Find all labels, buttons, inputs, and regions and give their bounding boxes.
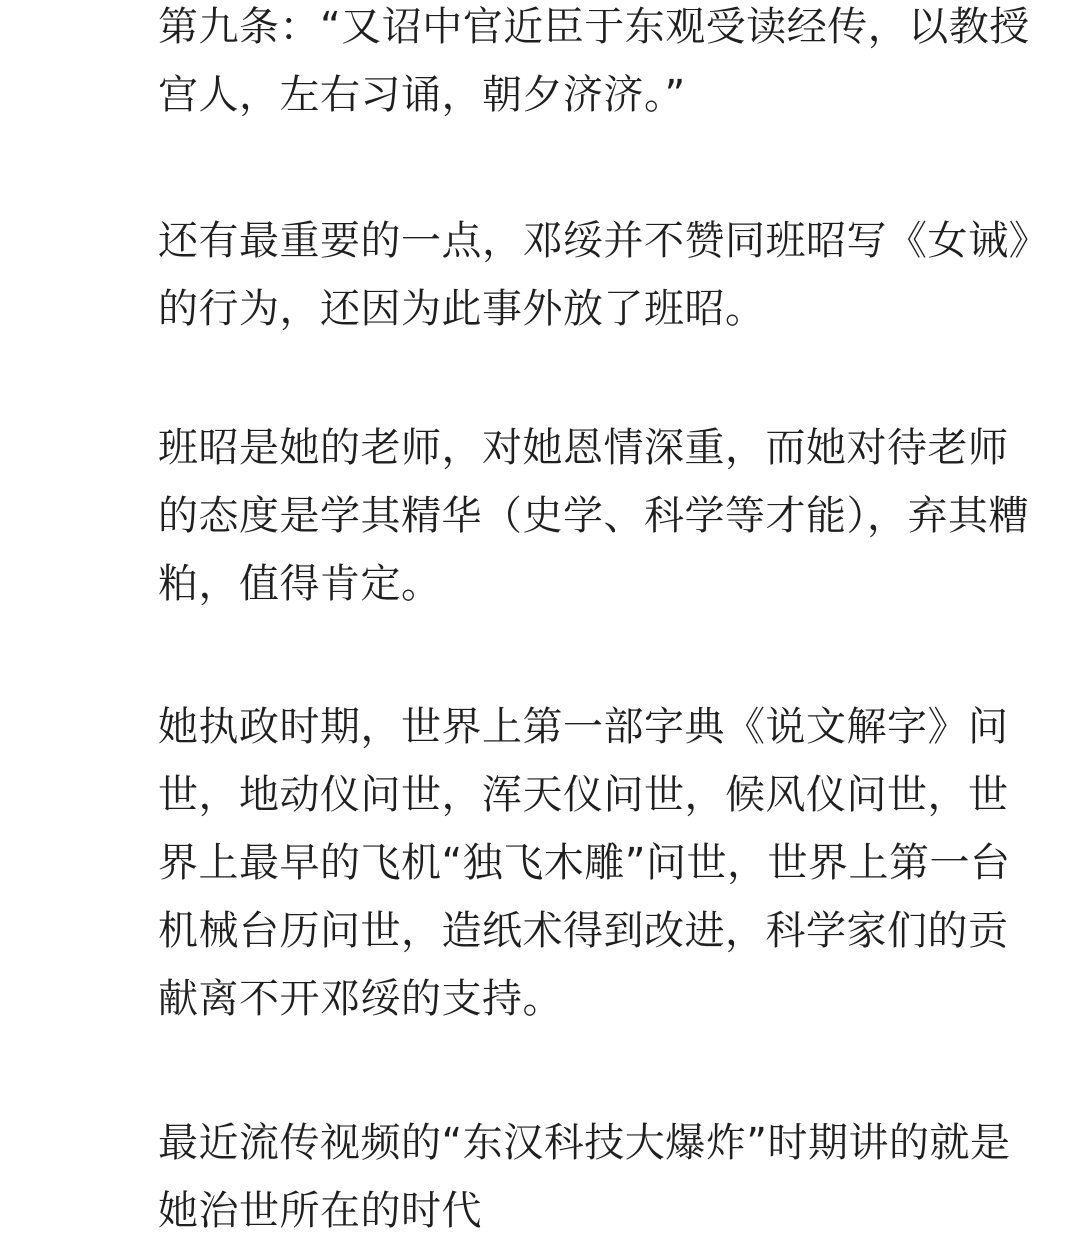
paragraph-inventions [158, 693, 1010, 1033]
text-line: 宫人，左右习诵，朝夕济济。” [158, 72, 686, 118]
text-line: 最近流传视频的“东汉科技大爆炸”时期讲的就是 [158, 1120, 1011, 1166]
paragraph-teacher-ban-zhao [158, 414, 1029, 618]
text-line: 献离不开邓绥的支持。 [158, 976, 563, 1022]
text-line: 世，地动仪问世，浑天仪问世，候风仪问世，世 [158, 772, 1009, 818]
text-line: 还有最重要的一点，邓绥并不赞同班昭写《女诫》 [158, 218, 1049, 264]
paragraph-nujie-disapproval [158, 207, 1049, 343]
text-line: 机械台历问世，造纸术得到改进，科学家们的贡 [158, 908, 1009, 954]
text-line: 班昭是她的老师，对她恩情深重，而她对待老师 [158, 425, 1009, 471]
text-line: 的行为，还因为此事外放了班昭。 [158, 286, 766, 332]
text-line: 的态度是学其精华（史学、科学等才能），弃其糟 [158, 493, 1029, 539]
text-line: 粕，值得肯定。 [158, 561, 442, 607]
paragraph-decree-nine [158, 0, 1030, 129]
paragraph-tech-explosion [158, 1109, 1010, 1245]
text-line: 第九条：“又诏中官近臣于东观受读经传，以教授 [158, 4, 1030, 50]
text-line: 她治世所在的时代 [158, 1188, 482, 1234]
text-line: 界上最早的飞机“独飞木雕”问世，世界上第一台 [158, 840, 1011, 886]
text-line: 她执政时期，世界上第一部字典《说文解字》问 [158, 704, 1009, 750]
